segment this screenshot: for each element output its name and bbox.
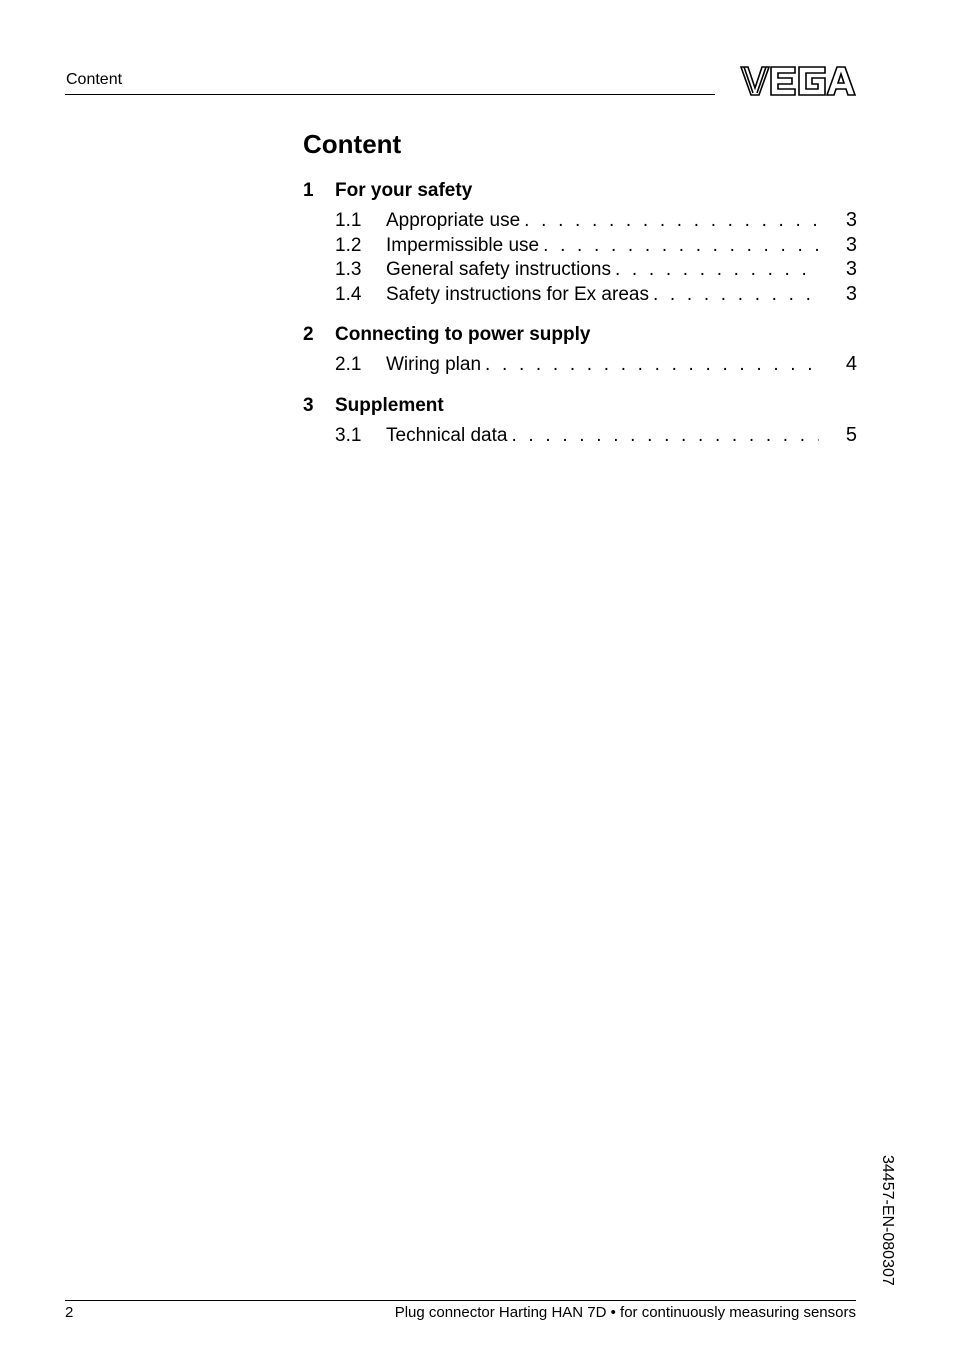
toc-section-heading	[303, 178, 857, 204]
header-divider	[65, 94, 715, 95]
entry-number: 1.3	[335, 259, 362, 280]
entry-page-number: 3	[845, 258, 857, 280]
toc-section-heading	[303, 393, 857, 419]
table-of-contents	[303, 178, 857, 463]
page-number: 2	[65, 1304, 74, 1321]
entry-page-number: 4	[845, 353, 857, 375]
toc-entry[interactable]	[303, 423, 857, 448]
toc-section-heading	[303, 322, 857, 348]
document-id: 34457-EN-080307	[879, 1155, 896, 1286]
section-title: Supplement	[335, 394, 444, 416]
entry-page-number: 3	[845, 282, 857, 305]
vega-logo	[740, 66, 856, 96]
footer-divider	[65, 1300, 856, 1301]
section-title: Connecting to power supply	[335, 324, 591, 345]
entry-title: General safety instructions	[386, 259, 611, 280]
entry-title: Safety instructions for Ex areas	[386, 283, 649, 305]
entry-number: 2.1	[335, 354, 362, 375]
toc-entry[interactable]	[303, 352, 857, 377]
entry-title: Appropriate use	[386, 210, 521, 231]
footer-text: Plug connector Harting HAN 7D • for continuously measuring sensors	[394, 1304, 856, 1321]
toc-entry[interactable]	[303, 257, 857, 282]
section-number: 2	[303, 324, 314, 345]
toc-entry[interactable]	[303, 282, 857, 307]
toc-entry[interactable]	[303, 208, 857, 233]
entry-number: 1.2	[335, 234, 362, 256]
entry-page-number: 3	[845, 209, 857, 231]
toc-section	[303, 393, 857, 448]
section-title: For your safety	[335, 180, 473, 201]
entry-page-number: 5	[845, 423, 857, 446]
dot-leader	[481, 353, 819, 378]
entry-title: Wiring plan	[386, 354, 482, 375]
toc-section	[303, 178, 857, 306]
dot-leader	[520, 209, 819, 234]
section-number: 1	[303, 180, 314, 201]
entry-number: 1.4	[335, 283, 362, 305]
dot-leader	[649, 283, 819, 308]
dot-leader	[539, 234, 819, 259]
section-number: 3	[303, 394, 314, 416]
entry-title: Impermissible use	[386, 234, 540, 256]
dot-leader	[611, 258, 819, 283]
toc-section	[303, 322, 857, 377]
entry-title: Technical data	[386, 424, 508, 446]
entry-number: 1.1	[335, 210, 362, 231]
entry-page-number: 3	[845, 233, 857, 256]
entry-number: 3.1	[335, 424, 362, 446]
running-head-title: Content	[66, 71, 123, 88]
dot-leader	[507, 424, 819, 449]
toc-entry[interactable]	[303, 233, 857, 258]
page-title: Content	[303, 129, 402, 159]
